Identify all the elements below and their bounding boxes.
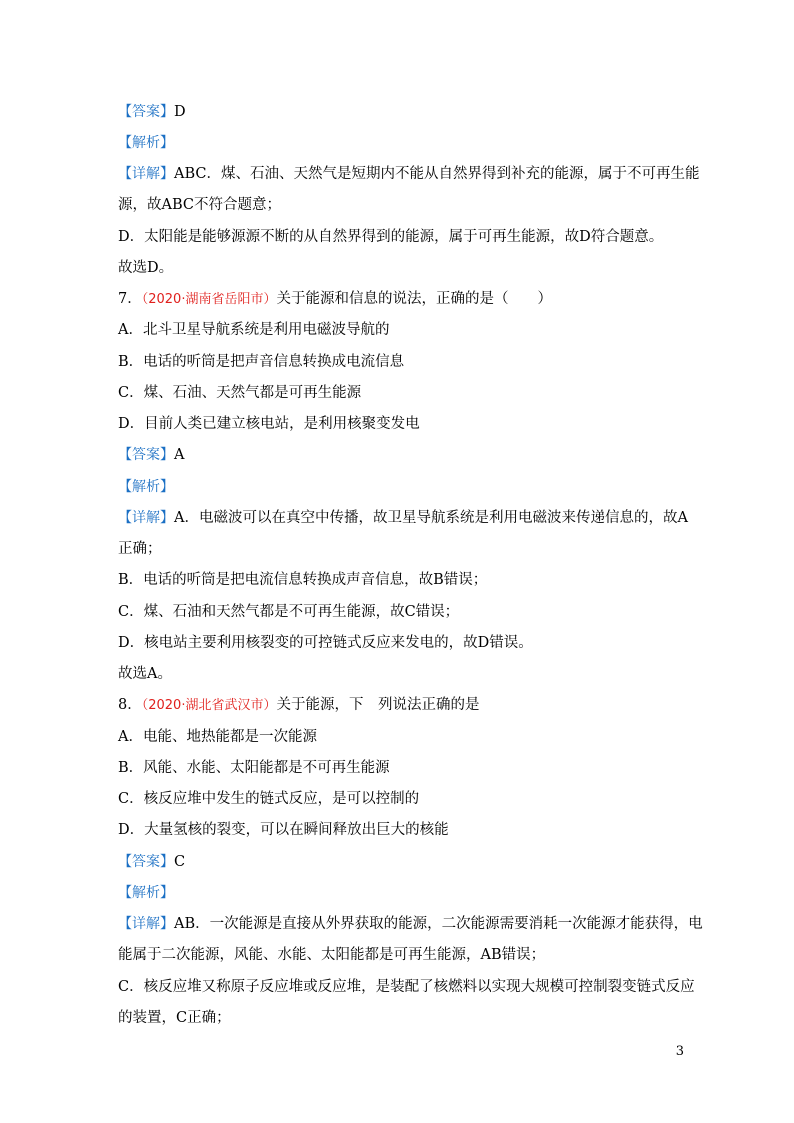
option-a: A．电能、地热能都是一次能源 [118, 729, 317, 745]
analysis-heading: 【解析】 [118, 885, 174, 901]
detail-line: D．核电站主要利用核裂变的可控链式反应来发电的，故D错误。 [118, 635, 533, 651]
detail-line: 的装置，C正确； [118, 1010, 231, 1026]
option-b: B．风能、水能、太阳能都是不可再生能源 [118, 760, 390, 776]
detail-line: 源，故ABC不符合题意； [118, 197, 281, 213]
conclusion-line: 故选D。 [118, 260, 174, 276]
conclusion-line: 故选A。 [118, 666, 172, 682]
detail-line: 【详解】ABC．煤、石油、天然气是短期内不能从自然界得到补充的能源，属于不可再生能 [118, 166, 700, 182]
option-c: C．核反应堆中发生的链式反应，是可以控制的 [118, 791, 420, 807]
detail-line: B．电话的听筒是把电流信息转换成声音信息，故B错误； [118, 572, 488, 588]
question-source: （2020·湖北省武汉市） [141, 698, 277, 713]
detail-line: C．核反应堆又称原子反应堆或反应堆，是装配了核燃料以实现大规模可控制裂变链式反应 [118, 979, 695, 995]
detail-line: 【详解】A．电磁波可以在真空中传播，故卫星导航系统是利用电磁波来传递信息的，故A [118, 510, 688, 526]
question-7-stem: 7．（2020·湖南省岳阳市）关于能源和信息的说法，正确的是（ ） [118, 291, 552, 307]
question-8-stem: 8．（2020·湖北省武汉市）关于能源，下 列说法正确的是 [118, 697, 480, 713]
option-d: D．目前人类已建立核电站，是利用核聚变发电 [118, 416, 420, 432]
detail-line: 【详解】AB．一次能源是直接从外界获取的能源，二次能源需要消耗一次能源才能获得，电 [118, 916, 703, 932]
answer-line: 【答案】C [118, 854, 186, 870]
option-b: B．电话的听筒是把声音信息转换成电流信息 [118, 354, 405, 370]
answer-line: 【答案】A [118, 447, 185, 463]
detail-line: C．煤、石油和天然气都是不可再生能源，故C错误； [118, 604, 460, 620]
option-c: C．煤、石油、天然气都是可再生能源 [118, 385, 362, 401]
option-a: A．北斗卫星导航系统是利用电磁波导航的 [118, 322, 390, 338]
detail-line: 正确； [118, 541, 162, 557]
analysis-heading: 【解析】 [118, 479, 174, 495]
page-number: 3 [675, 1044, 684, 1059]
analysis-heading: 【解析】 [118, 135, 174, 151]
question-source: （2020·湖南省岳阳市） [141, 292, 277, 307]
detail-line: 能属于二次能源，风能、水能、太阳能都是可再生能源，AB错误； [118, 947, 546, 963]
option-d: D．大量氢核的裂变，可以在瞬间释放出巨大的核能 [118, 822, 449, 838]
detail-line: D．太阳能是能够源源不断的从自然界得到的能源，属于可再生能源，故D符合题意。 [118, 229, 664, 245]
answer-line: 【答案】D [118, 104, 186, 120]
